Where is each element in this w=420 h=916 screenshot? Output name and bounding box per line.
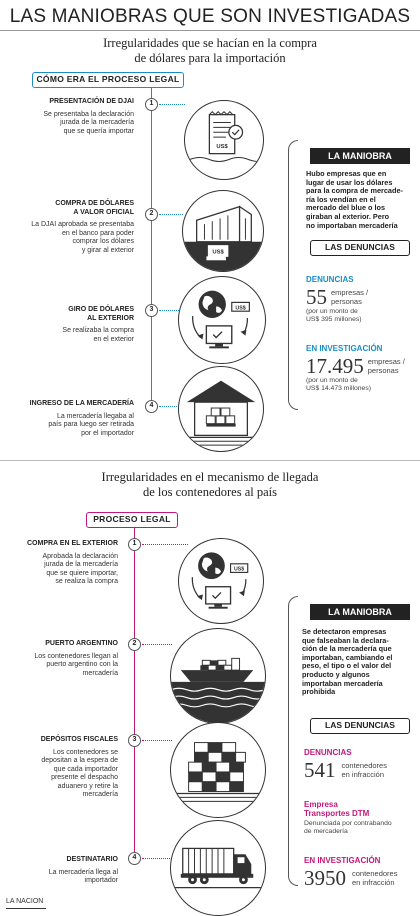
maniobra-line: importaban mercadería <box>302 678 383 688</box>
maniobra-line: ción de la mercadería que <box>302 644 392 654</box>
step-title: DESTINATARIO <box>66 856 118 863</box>
step-text-2: depositan a la espera de <box>41 757 118 764</box>
section1-title-line1: Irregularidades que se hacían en la compra <box>103 36 317 50</box>
usd-text: US$ <box>235 305 246 312</box>
empresa-note-1: Denunciada por contrabando <box>304 820 392 827</box>
source-underline <box>6 908 46 909</box>
section1-legal-label: CÓMO ERA EL PROCESO LEGAL <box>32 72 184 88</box>
section2-timeline <box>134 528 135 858</box>
section1-maniobra-text <box>306 170 418 230</box>
step-text-1: Aprobada la declaración <box>42 552 118 560</box>
bank-icon <box>182 190 264 272</box>
step-title: COMPRA EN EL EXTERIOR <box>26 540 118 547</box>
maniobra-line: ría los vendían en el <box>306 194 376 204</box>
source-credit: LA NACION <box>6 898 44 905</box>
step-title: PUERTO ARGENTINO <box>45 640 118 647</box>
section1-denuncias-label: LAS DENUNCIAS <box>310 240 410 256</box>
warehouse-icon <box>178 366 264 452</box>
title-divider <box>0 30 420 31</box>
section2-title-line1: Irregularidades en el mecanismo de llegada <box>101 470 319 484</box>
step-text-4: se realiza la compra <box>55 578 118 585</box>
step-title: DEPÓSITOS FISCALES <box>40 736 118 743</box>
investigacion-unit-2: personas <box>367 366 399 375</box>
usd-text: US$ <box>234 566 245 573</box>
step-number-badge: 3 <box>145 304 158 317</box>
step-text-2: jurada de la mercadería <box>60 119 134 126</box>
investigacion-unit-2: en infracción <box>352 878 395 887</box>
step-connector <box>159 104 185 105</box>
denuncias-label: DENUNCIAS <box>304 748 352 757</box>
step-text-3: comprar los dólares <box>72 238 134 245</box>
section2-step-2 <box>6 640 118 678</box>
step-text-3: que cada importador <box>53 765 118 773</box>
section2-step-1 <box>6 540 118 587</box>
step-number-badge: 4 <box>145 400 158 413</box>
section1-step-1 <box>8 98 134 136</box>
maniobra-line: Se detectaron empresas <box>302 627 387 636</box>
step-number-badge: 2 <box>128 638 141 651</box>
denuncias-number: 541 <box>304 758 336 782</box>
investigacion-note-2: US$ 14.473 millones) <box>306 385 371 392</box>
step-text-1: Los contenedores se <box>53 748 118 756</box>
section1-step-4 <box>8 400 134 438</box>
section1-step-3 <box>8 306 134 344</box>
section2-title <box>40 470 380 500</box>
section1-title <box>40 36 380 66</box>
denuncias-unit-2: personas <box>331 297 362 306</box>
step-text-6: mercadería <box>82 791 118 798</box>
step-title: INGRESO DE LA MERCADERÍA <box>29 400 134 407</box>
section2-investigacion-block <box>304 856 418 889</box>
truck-icon <box>170 820 266 916</box>
section2-title-line2: de los contenedores al país <box>143 485 277 499</box>
step-text-2: puerto argentino con la <box>46 661 118 668</box>
denuncias-note-2: US$ 395 millones) <box>306 316 362 323</box>
step-text-4: y girar al exterior <box>81 246 134 254</box>
step-text-3: mercadería <box>82 669 118 677</box>
container-stack-icon <box>170 722 266 818</box>
step-connector <box>159 310 179 311</box>
step-connector <box>159 406 179 407</box>
step-number-badge: 1 <box>145 98 158 111</box>
section2-maniobra-label: LA MANIOBRA <box>310 604 410 620</box>
denuncias-note-1: (por un monto de <box>306 308 358 315</box>
step-title: GIRO DE DÓLARES <box>68 306 134 313</box>
step-text-3: por el importador <box>81 429 134 437</box>
section-divider <box>0 460 420 461</box>
page-title: LAS MANIOBRAS QUE SON INVESTIGADAS <box>9 6 411 27</box>
step-connector <box>159 214 183 215</box>
step-text-1: Se presentaba la declaración <box>43 110 134 118</box>
empresa-label-1: Empresa <box>304 800 338 809</box>
step-number-badge: 3 <box>128 734 141 747</box>
denuncias-unit-1: contenedores <box>341 761 387 770</box>
investigacion-unit-1: empresas / <box>367 357 405 366</box>
step-text-3: que se quería importar <box>63 127 134 135</box>
usd-text: US$ <box>212 249 224 256</box>
step-text-3: que se quiere importar, <box>46 569 118 577</box>
step-text-2: importador <box>84 877 118 884</box>
investigacion-note-1: (por un monto de <box>306 377 358 384</box>
step-text-1: La DJAI aprobada se presentaba <box>31 221 134 228</box>
maniobra-line: no importaban mercadería <box>306 220 398 230</box>
maniobra-line: peso, el tipo o el valor del <box>302 661 392 671</box>
denuncias-number: 55 <box>306 285 327 309</box>
step-text-5: aduanero y retire la <box>57 782 118 790</box>
section1-bracket <box>288 140 298 410</box>
section1-step-2 <box>8 200 134 255</box>
step-text-2: país para luego ser retirada <box>48 421 134 428</box>
step-text-2: en el banco para poder <box>62 229 134 237</box>
maniobra-line: lugar de usar los dólares <box>306 177 393 187</box>
step-connector <box>142 740 172 741</box>
section1-maniobra-label: LA MANIOBRA <box>310 148 410 164</box>
section1-title-line2: de dólares para la importación <box>134 51 286 65</box>
step-number-badge: 2 <box>145 208 158 221</box>
step-text-1: La mercadería llegaba al <box>56 412 134 420</box>
section2-bracket <box>288 596 298 886</box>
investigacion-unit-1: contenedores <box>352 869 398 878</box>
investigacion-number: 3950 <box>304 866 346 890</box>
step-text-2: en el exterior <box>93 335 134 343</box>
maniobra-line: mercado del blue o los <box>306 203 386 213</box>
maniobra-line: giraban al exterior. Pero <box>306 211 390 221</box>
cargo-ship-icon <box>170 628 266 724</box>
investigacion-number: 17.495 <box>306 354 364 378</box>
section2-denuncias-block <box>304 748 418 781</box>
step-text-1: La mercadería llega al <box>48 868 118 876</box>
section2-maniobra-text <box>302 628 418 697</box>
step-title: PRESENTACIÓN DE DJAI <box>49 98 134 105</box>
globe-transfer-icon <box>178 538 264 624</box>
denuncias-unit-1: empresas / <box>331 288 369 297</box>
step-title-2: AL EXTERIOR <box>87 314 134 322</box>
step-connector <box>142 644 172 645</box>
globe-transfer-icon <box>178 276 266 364</box>
investigacion-label: EN INVESTIGACIÓN <box>304 856 381 865</box>
step-connector <box>142 858 172 859</box>
step-connector <box>142 544 188 545</box>
section2-step-4 <box>6 856 118 886</box>
section1-investigacion-block <box>306 344 418 393</box>
maniobra-line: importaban, cambiando el <box>302 652 393 662</box>
section2-step-3 <box>6 736 118 800</box>
empresa-note-2: de mercadería <box>304 828 348 835</box>
section2-empresa-block <box>304 800 418 836</box>
denuncias-unit-2: en infracción <box>341 770 385 779</box>
investigacion-label: EN INVESTIGACIÓN <box>306 344 383 353</box>
maniobra-line: que falseaban la declara- <box>302 635 389 645</box>
document-check-icon <box>184 100 264 180</box>
maniobra-line: para la compra de mercade- <box>306 186 403 196</box>
maniobra-line: prohibida <box>302 687 336 697</box>
step-title: COMPRA DE DÓLARES <box>55 200 134 207</box>
step-text-1: Los contenedores llegan al <box>34 652 118 660</box>
denuncias-label: DENUNCIAS <box>306 275 354 284</box>
section1-timeline <box>151 88 152 408</box>
step-number-badge: 1 <box>128 538 141 551</box>
maniobra-line: producto y algunos <box>302 669 370 679</box>
usd-text: US$ <box>216 143 228 150</box>
section2-legal-label: PROCESO LEGAL <box>86 512 178 528</box>
section2-denuncias-label: LAS DENUNCIAS <box>310 718 410 734</box>
step-number-badge: 4 <box>128 852 141 865</box>
step-text-1: Se realizaba la compra <box>62 327 134 334</box>
section1-denuncias-block <box>306 275 418 324</box>
step-text-2: jurada de la mercadería <box>44 561 118 568</box>
step-title-2: A VALOR OFICIAL <box>73 208 134 216</box>
step-text-4: presente el despacho <box>51 774 118 781</box>
empresa-label-2: Transportes DTM <box>304 809 370 818</box>
maniobra-line: Hubo empresas que en <box>306 169 387 178</box>
